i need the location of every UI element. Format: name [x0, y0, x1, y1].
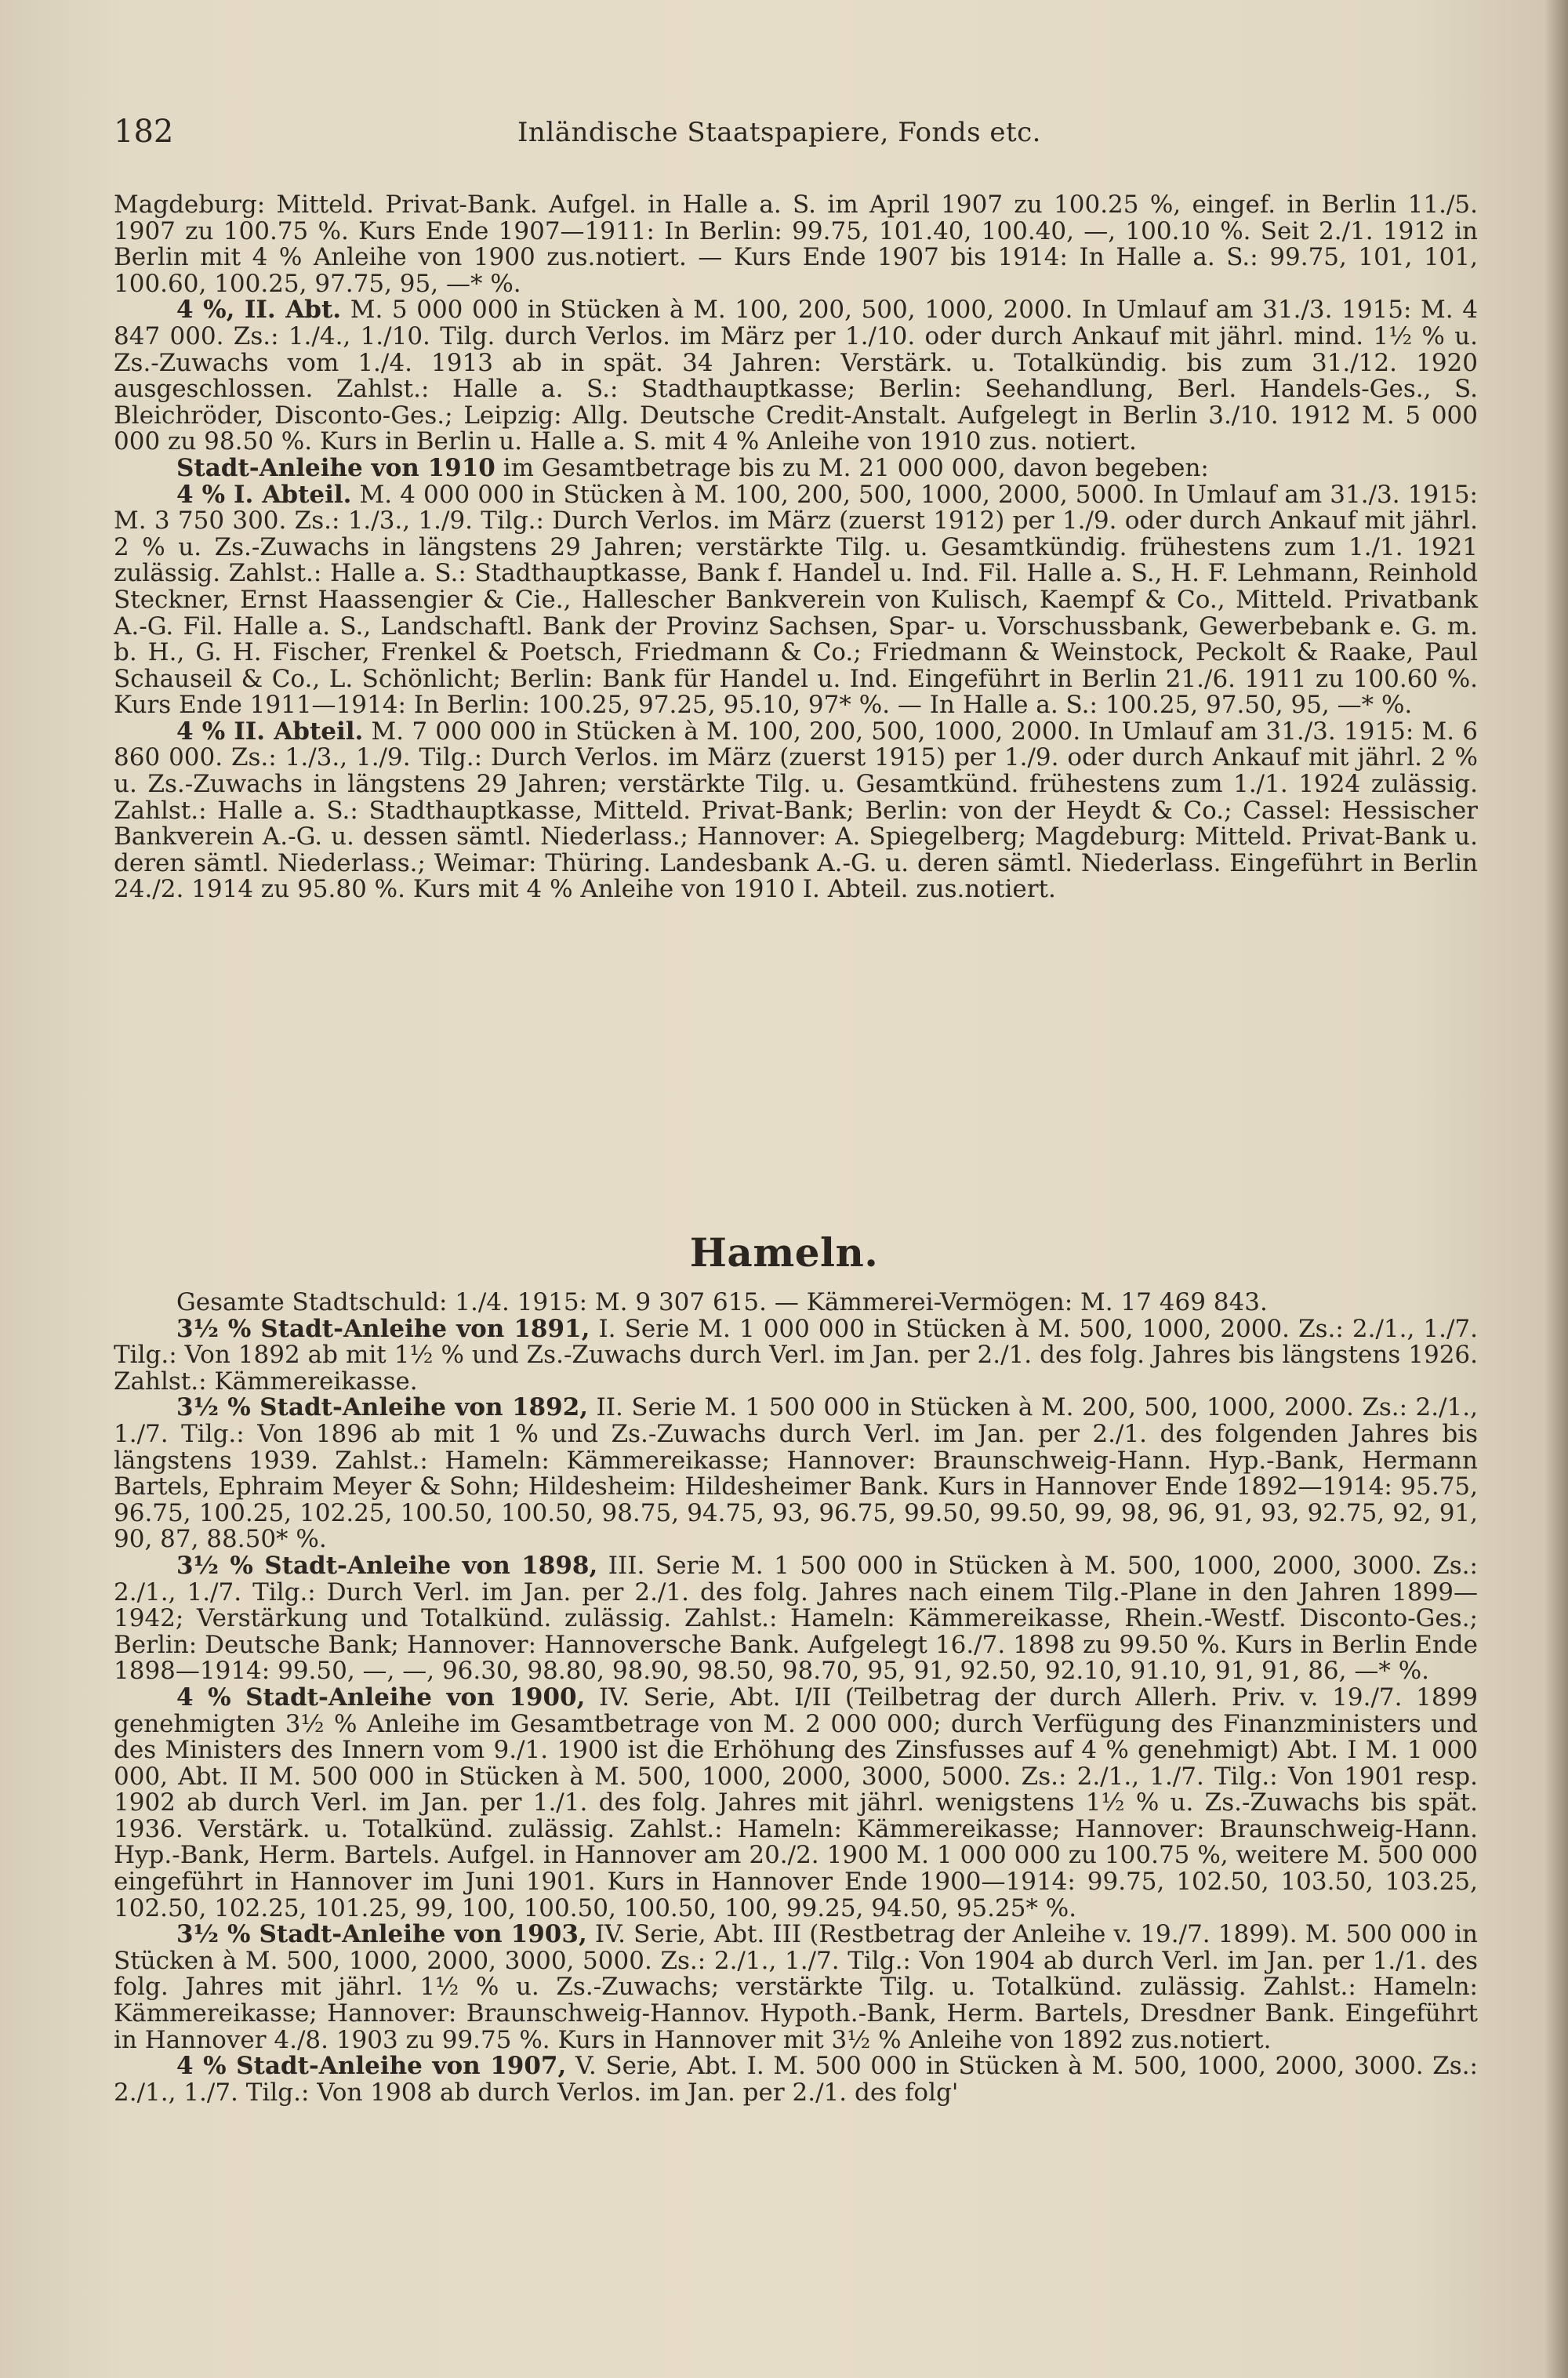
paragraph [114, 1553, 1478, 1685]
issue-heading: 4 % II. Abteil. [176, 717, 364, 746]
issue-heading: 3½ % Stadt-Anleihe von 1898, [176, 1551, 598, 1580]
issue-heading: 4 % Stadt-Anleihe von 1900, [176, 1683, 586, 1712]
paragraph-text: V. Serie, Abt. I. M. 500 000 in Stücken à M. 500, 1000, 2000, 3000. Zs.: 2./1., 1./7. Tilg.: Von 1908 ab durch Verlos. im Jan. per 2./1. des folg' [114, 2052, 1478, 2107]
paragraph-text: IV. Serie, Abt. I/II (Teilbetrag der durch Allerh. Priv. v. 19./7. 1899 genehmigten 3½ % Anleihe im Gesamtbetrage von M. 2 000 000; durch Verfügung des Finanzministers und des Ministers des Innern vom 9./1. 1900 ist die Erhöhung des Zinsfusses auf 4 % genehmigt) Abt. I M. 1 000 000, Abt. II M. 500 000 in Stücken à M. 500, 1000, 2000, 3000, 5000. Zs.: 2./1., 1./7. Tilg.: Von 1901 resp. 1902 ab durch Verl. im Jan. per 1./1. des folg. Jahres mit jährl. wenigstens 1½ % u. Zs.-Zuwachs bis spät. 1936. Verstärk. u. Totalkünd. zulässig. Zahlst.: Hameln: Kämmereikasse; Hannover: Braunschweig-Hann. Hyp.-Bank, Herm. Bartels. Aufgel. in Hannover am 20./2. 1900 M. 1 000 000 zu 100.75 %, weitere M. 500 000 eingeführt in Hannover im Juni 1901. Kurs in Hannover Ende 1900—1914: 99.75, 102.50, 103.50, 103.25, 102.50, 102.25, 101.25, 99, 100, 100.50, 100.50, 100, 99.25, 94.50, 95.25* %. [114, 1683, 1478, 1922]
paragraph-text: Gesamte Stadtschuld: 1./4. 1915: M. 9 307 615. — Kämmerei-Vermögen: M. 17 469 843. [176, 1288, 1268, 1316]
paragraph-text: III. Serie M. 1 500 000 in Stücken à M. 500, 1000, 2000, 3000. Zs.: 2./1., 1./7. Tilg.: Durch Verl. im Jan. per 2./1. des folg. Jahres nach einem Tilg.-Plane in den Jahren 1899—1942; Verstärkung und Totalkünd. zulässig. Zahlst.: Hameln: Kämmereikasse, Rhein.-Westf. Disconto-Ges.; Berlin: Deutsche Bank; Hannover: Hannoversche Bank. Aufgelegt 16./7. 1898 zu 99.50 %. Kurs in Berlin Ende 1898—1914: 99.50, —, —, 96.30, 98.80, 98.90, 98.50, 98.70, 95, 91, 92.50, 92.10, 91.10, 91, 91, 86, —* %. [114, 1551, 1478, 1686]
previous-entry-continuation [114, 192, 1478, 903]
paragraph-text: IV. Serie, Abt. III (Restbetrag der Anleihe v. 19./7. 1899). M. 500 000 in Stücken à M. 500, 1000, 2000, 3000, 5000. Zs.: 2./1., 1./7. Tilg.: Von 1904 ab durch Verl. im Jan. per 1./1. des folg. Jahres mit jährl. 1½ % u. Zs.-Zuwachs; verstärkte Tilg. u. Totalkünd. zulässig. Zahlst.: Hameln: Kämmereikasse; Hannover: Braunschweig-Hannov. Hypoth.-Bank, Herm. Bartels, Dresdner Bank. Eingeführt in Hannover 4./8. 1903 zu 99.75 %. Kurs in Hannover mit 3½ % Anleihe von 1892 zus.notiert. [114, 1920, 1478, 2054]
paragraph [114, 1290, 1478, 1316]
running-title: Inländische Staatspapiere, Fonds etc. [517, 117, 1041, 148]
page-edge-shadow [1544, 0, 1568, 2378]
paragraph [114, 297, 1478, 456]
paragraph-text: M. 5 000 000 in Stücken à M. 100, 200, 500, 1000, 2000. In Umlauf am 31./3. 1915: M. 4 847 000. Zs.: 1./4., 1./10. Tilg. durch Verlos. im März per 1./10. oder durch Ankauf mit jährl. mind. 1½ % u. Zs.-Zuwachs vom 1./4. 1913 ab in spät. 34 Jahren: Verstärk. u. Totalkündig. bis zum 31./12. 1920 ausgeschlossen. Zahlst.: Halle a. S.: Stadthauptkasse; Berlin: Seehandlung, Berl. Handels-Ges., S. Bleichröder, Disconto-Ges.; Leipzig: Allg. Deutsche Credit-Anstalt. Aufgelegt in Berlin 3./10. 1912 M. 5 000 000 zu 98.50 %. Kurs in Berlin u. Halle a. S. mit 4 % Anleihe von 1910 zus. notiert. [114, 296, 1478, 456]
issue-heading: 3½ % Stadt-Anleihe von 1903, [176, 1920, 587, 1949]
paragraph [114, 192, 1478, 297]
paragraph [114, 482, 1478, 719]
paragraph-text: M. 7 000 000 in Stücken à M. 100, 200, 500, 1000, 2000. In Umlauf am 31./3. 1915: M. 6 860 000. Zs.: 1./3., 1./9. Tilg.: Durch Verlos. im März (zuerst 1915) per 1./9. oder durch Ankauf mit jährl. 2 % u. Zs.-Zuwachs in längstens 29 Jahren; verstärkte Tilg. u. Gesamtkünd. frühestens zum 1./1. 1924 zulässig. Zahlst.: Halle a. S.: Stadthauptkasse, Mitteld. Privat-Bank; Berlin: von der Heydt & Co.; Cassel: Hessischer Bankverein A.-G. u. dessen sämtl. Niederlass.; Hannover: A. Spiegelberg; Magdeburg: Mitteld. Privat-Bank u. deren sämtl. Niederlass.; Weimar: Thüring. Landesbank A.-G. u. deren sämtl. Niederlass. Eingeführt in Berlin 24./2. 1914 zu 95.80 %. Kurs mit 4 % Anleihe von 1910 I. Abteil. zus.notiert. [114, 717, 1478, 904]
issue-heading: 4 % Stadt-Anleihe von 1907, [176, 2052, 567, 2081]
issue-heading: 3½ % Stadt-Anleihe von 1891, [176, 1314, 590, 1343]
paragraph-text: im Gesamtbetrage bis zu M. 21 000 000, davon begeben: [495, 453, 1209, 482]
issue-heading: 3½ % Stadt-Anleihe von 1892, [176, 1393, 589, 1422]
paragraph [114, 1922, 1478, 2053]
issue-heading: 4 % I. Abteil. [176, 480, 352, 509]
hameln-entry [114, 1290, 1478, 2106]
paragraph-text: M. 4 000 000 in Stücken à M. 100, 200, 500, 1000, 2000, 5000. In Umlauf am 31./3. 1915: M. 3 750 300. Zs.: 1./3., 1./9. Tilg.: Durch Verlos. im März (zuerst 1912) per 1./9. oder durch Ankauf mit jährl. 2 % u. Zs.-Zuwachs in längstens 29 Jahren; verstärkte Tilg. u. Gesamtkündig. frühestens zum 1./1. 1921 zulässig. Zahlst.: Halle a. S.: Stadthauptkasse, Bank f. Handel u. Ind. Fil. Halle a. S., H. F. Lehmann, Reinhold Steckner, Ernst Haassengier & Cie., Hallescher Bankverein von Kulisch, Kaempf & Co., Mitteld. Privatbank A.-G. Fil. Halle a. S., Landschaftl. Bank der Provinz Sachsen, Spar- u. Vorschussbank, Gewerbebank e. G. m. b. H., G. H. Fischer, Frenkel & Poetsch, Friedmann & Co.; Friedmann & Weinstock, Peckolt & Raake, Paul Schauseil & Co., L. Schönlicht; Berlin: Bank für Handel u. Ind. Eingeführt in Berlin 21./6. 1911 zu 100.60 %. Kurs Ende 1911—1914: In Berlin: 100.25, 97.25, 95.10, 97* %. — In Halle a. S.: 100.25, 97.50, 95, —* %. [114, 480, 1478, 720]
paragraph-text: II. Serie M. 1 500 000 in Stücken à M. 200, 500, 1000, 2000. Zs.: 2./1., 1./7. Tilg.: Von 1896 ab mit 1 % und Zs.-Zuwachs durch Verl. im Jan. per 2./1. des folgenden Jahres bis längstens 1939. Zahlst.: Hameln: Kämmereikasse; Hannover: Braunschweig-Hann. Hyp.-Bank, Hermann Bartels, Ephraim Meyer & Sohn; Hildesheim: Hildesheimer Bank. Kurs in Hannover Ende 1892—1914: 95.75, 96.75, 100.25, 102.25, 100.50, 100.50, 98.75, 94.75, 93, 96.75, 99.50, 99.50, 99, 98, 96, 91, 93, 92.75, 92, 91, 90, 87, 88.50* %. [114, 1393, 1478, 1554]
paragraph [114, 2053, 1478, 2106]
paragraph [114, 1685, 1478, 1922]
paragraph [114, 1395, 1478, 1553]
paragraph-text: Magdeburg: Mitteld. Privat-Bank. Aufgel. in Halle a. S. im April 1907 zu 100.25 %, eingef. in Berlin 11./5. 1907 zu 100.75 %. Kurs Ende 1907—1911: In Berlin: 99.75, 101.40, 100.40, —, 100.10 %. Seit 2./1. 1912 in Berlin mit 4 % Anleihe von 1900 zus.notiert. — Kurs Ende 1907 bis 1914: In Halle a. S.: 99.75, 101, 101, 100.60, 100.25, 97.75, 95, —* %. [114, 191, 1478, 298]
page-number: 182 [114, 114, 174, 150]
section-title-hameln: Hameln. [689, 1229, 879, 1276]
paragraph [114, 719, 1478, 903]
issue-heading: Stadt-Anleihe von 1910 [176, 453, 495, 482]
issue-heading: 4 %, II. Abt. [176, 296, 342, 325]
paragraph-text: I. Serie M. 1 000 000 in Stücken à M. 500, 1000, 2000. Zs.: 2./1., 1./7. Tilg.: Von 1892 ab mit 1½ % und Zs.-Zuwachs durch Verl. im Jan. per 2./1. des folg. Jahres bis längstens 1926. Zahlst.: Kämmereikasse. [114, 1314, 1478, 1396]
paragraph [114, 1316, 1478, 1396]
page-header [114, 114, 1458, 151]
paragraph [114, 453, 1478, 482]
